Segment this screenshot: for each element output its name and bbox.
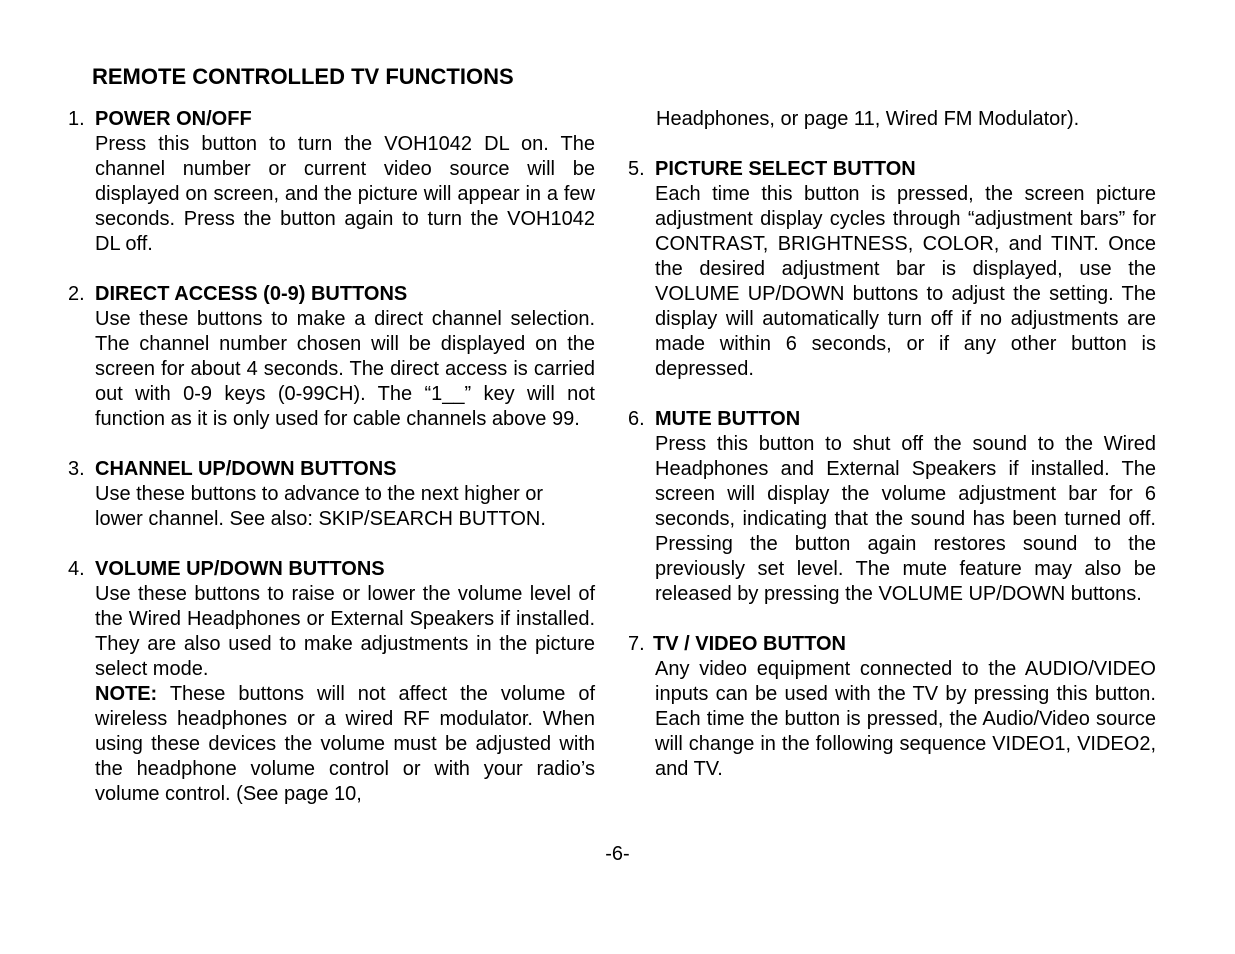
item-description: Use these buttons to raise or lower the volume level of the Wired Headphones or External Speakers if installed. They are also used to make adjustments in the picture select mode. — [95, 583, 595, 680]
item-description: Use these buttons to make a direct channel selection. The channel number chosen will be displayed on the screen for about 4 seconds. The direct access is carried out with 0-9 keys (0-99CH). The “1__” key will not function as it is only used for cable channels above 99. — [95, 308, 595, 430]
item-number: 3. — [68, 458, 85, 480]
item-heading — [68, 107, 595, 132]
item-title: DIRECT ACCESS (0-9) BUTTONS — [95, 283, 408, 305]
item-heading — [68, 457, 595, 482]
item-description: Each time this button is pressed, the screen picture adjustment display cycles through “adjustment bars” for CONTRAST, BRIGHTNESS, COLOR, and TINT. Once the desired adjustment bar is displayed, use the VOLUME UP/DOWN buttons to adjust the setting. The display will automatically turn off if no adjustments are made within 6 seconds, or if any other button is depressed. — [655, 183, 1156, 380]
item-description: Any video equipment connected to the AUDIO/VIDEO inputs can be used with the TV by pressing this button. Each time the button is pressed, the Audio/Video source will change in the following sequence VIDEO1, VIDEO2, and TV. — [655, 658, 1156, 780]
item-heading — [68, 282, 595, 307]
item-number: 1. — [68, 108, 85, 130]
left-column — [68, 107, 595, 832]
item-number: 4. — [68, 558, 85, 580]
item-description: Press this button to shut off the sound to the Wired Headphones and External Speakers if installed. The screen will display the volume adjustment bar for 6 seconds, indicating that the sound has been turned off. Pressing the button again restores sound to the previously set level. The mute feature may also be released by pressing the VOLUME UP/DOWN buttons. — [655, 433, 1156, 605]
function-item-volume — [68, 557, 595, 807]
item-description: Press this button to turn the VOH1042 DL on. The channel number or current video source will be displayed on screen, and the picture will appear in a few seconds. Press the button again to turn the VOH1042 DL off. — [95, 133, 595, 255]
note-text: These buttons will not affect the volume of wireless headphones or a wired RF modulator. When using these devices the volume must be adjusted with the headphone volume control or with your radio’s volume control. (See page 10, — [95, 683, 595, 805]
item-number: 2. — [68, 283, 85, 305]
volume-note — [95, 682, 595, 807]
function-item-power — [68, 107, 595, 257]
continued-text: Headphones, or page 11, Wired FM Modulator). — [656, 108, 1080, 130]
item-number: 7. — [628, 633, 645, 655]
page-title: REMOTE CONTROLLED TV FUNCTIONS — [92, 64, 514, 89]
item-heading — [628, 407, 1156, 432]
item-title: PICTURE SELECT BUTTON — [655, 158, 916, 180]
item-heading — [628, 157, 1156, 182]
function-item-channel — [68, 457, 595, 532]
item-title: CHANNEL UP/DOWN BUTTONS — [95, 458, 397, 480]
item-number: 5. — [628, 158, 645, 180]
note-label: NOTE: — [95, 683, 158, 705]
function-item-picture-select — [628, 157, 1156, 382]
item-title: TV / VIDEO BUTTON — [653, 633, 846, 655]
function-item-mute — [628, 407, 1156, 607]
item-number: 6. — [628, 408, 645, 430]
function-item-tv-video — [628, 632, 1156, 782]
item-title: MUTE BUTTON — [655, 408, 801, 430]
page-number: -6- — [605, 843, 630, 865]
item-heading — [68, 557, 595, 582]
item-heading — [628, 632, 1156, 657]
function-item-direct-access — [68, 282, 595, 432]
item-description: Use these buttons to advance to the next higher or lower channel. See also: SKIP/SEARCH BUTTON. — [95, 483, 546, 530]
right-column — [628, 107, 1156, 807]
item-title: POWER ON/OFF — [95, 108, 252, 130]
item-title: VOLUME UP/DOWN BUTTONS — [95, 558, 385, 580]
